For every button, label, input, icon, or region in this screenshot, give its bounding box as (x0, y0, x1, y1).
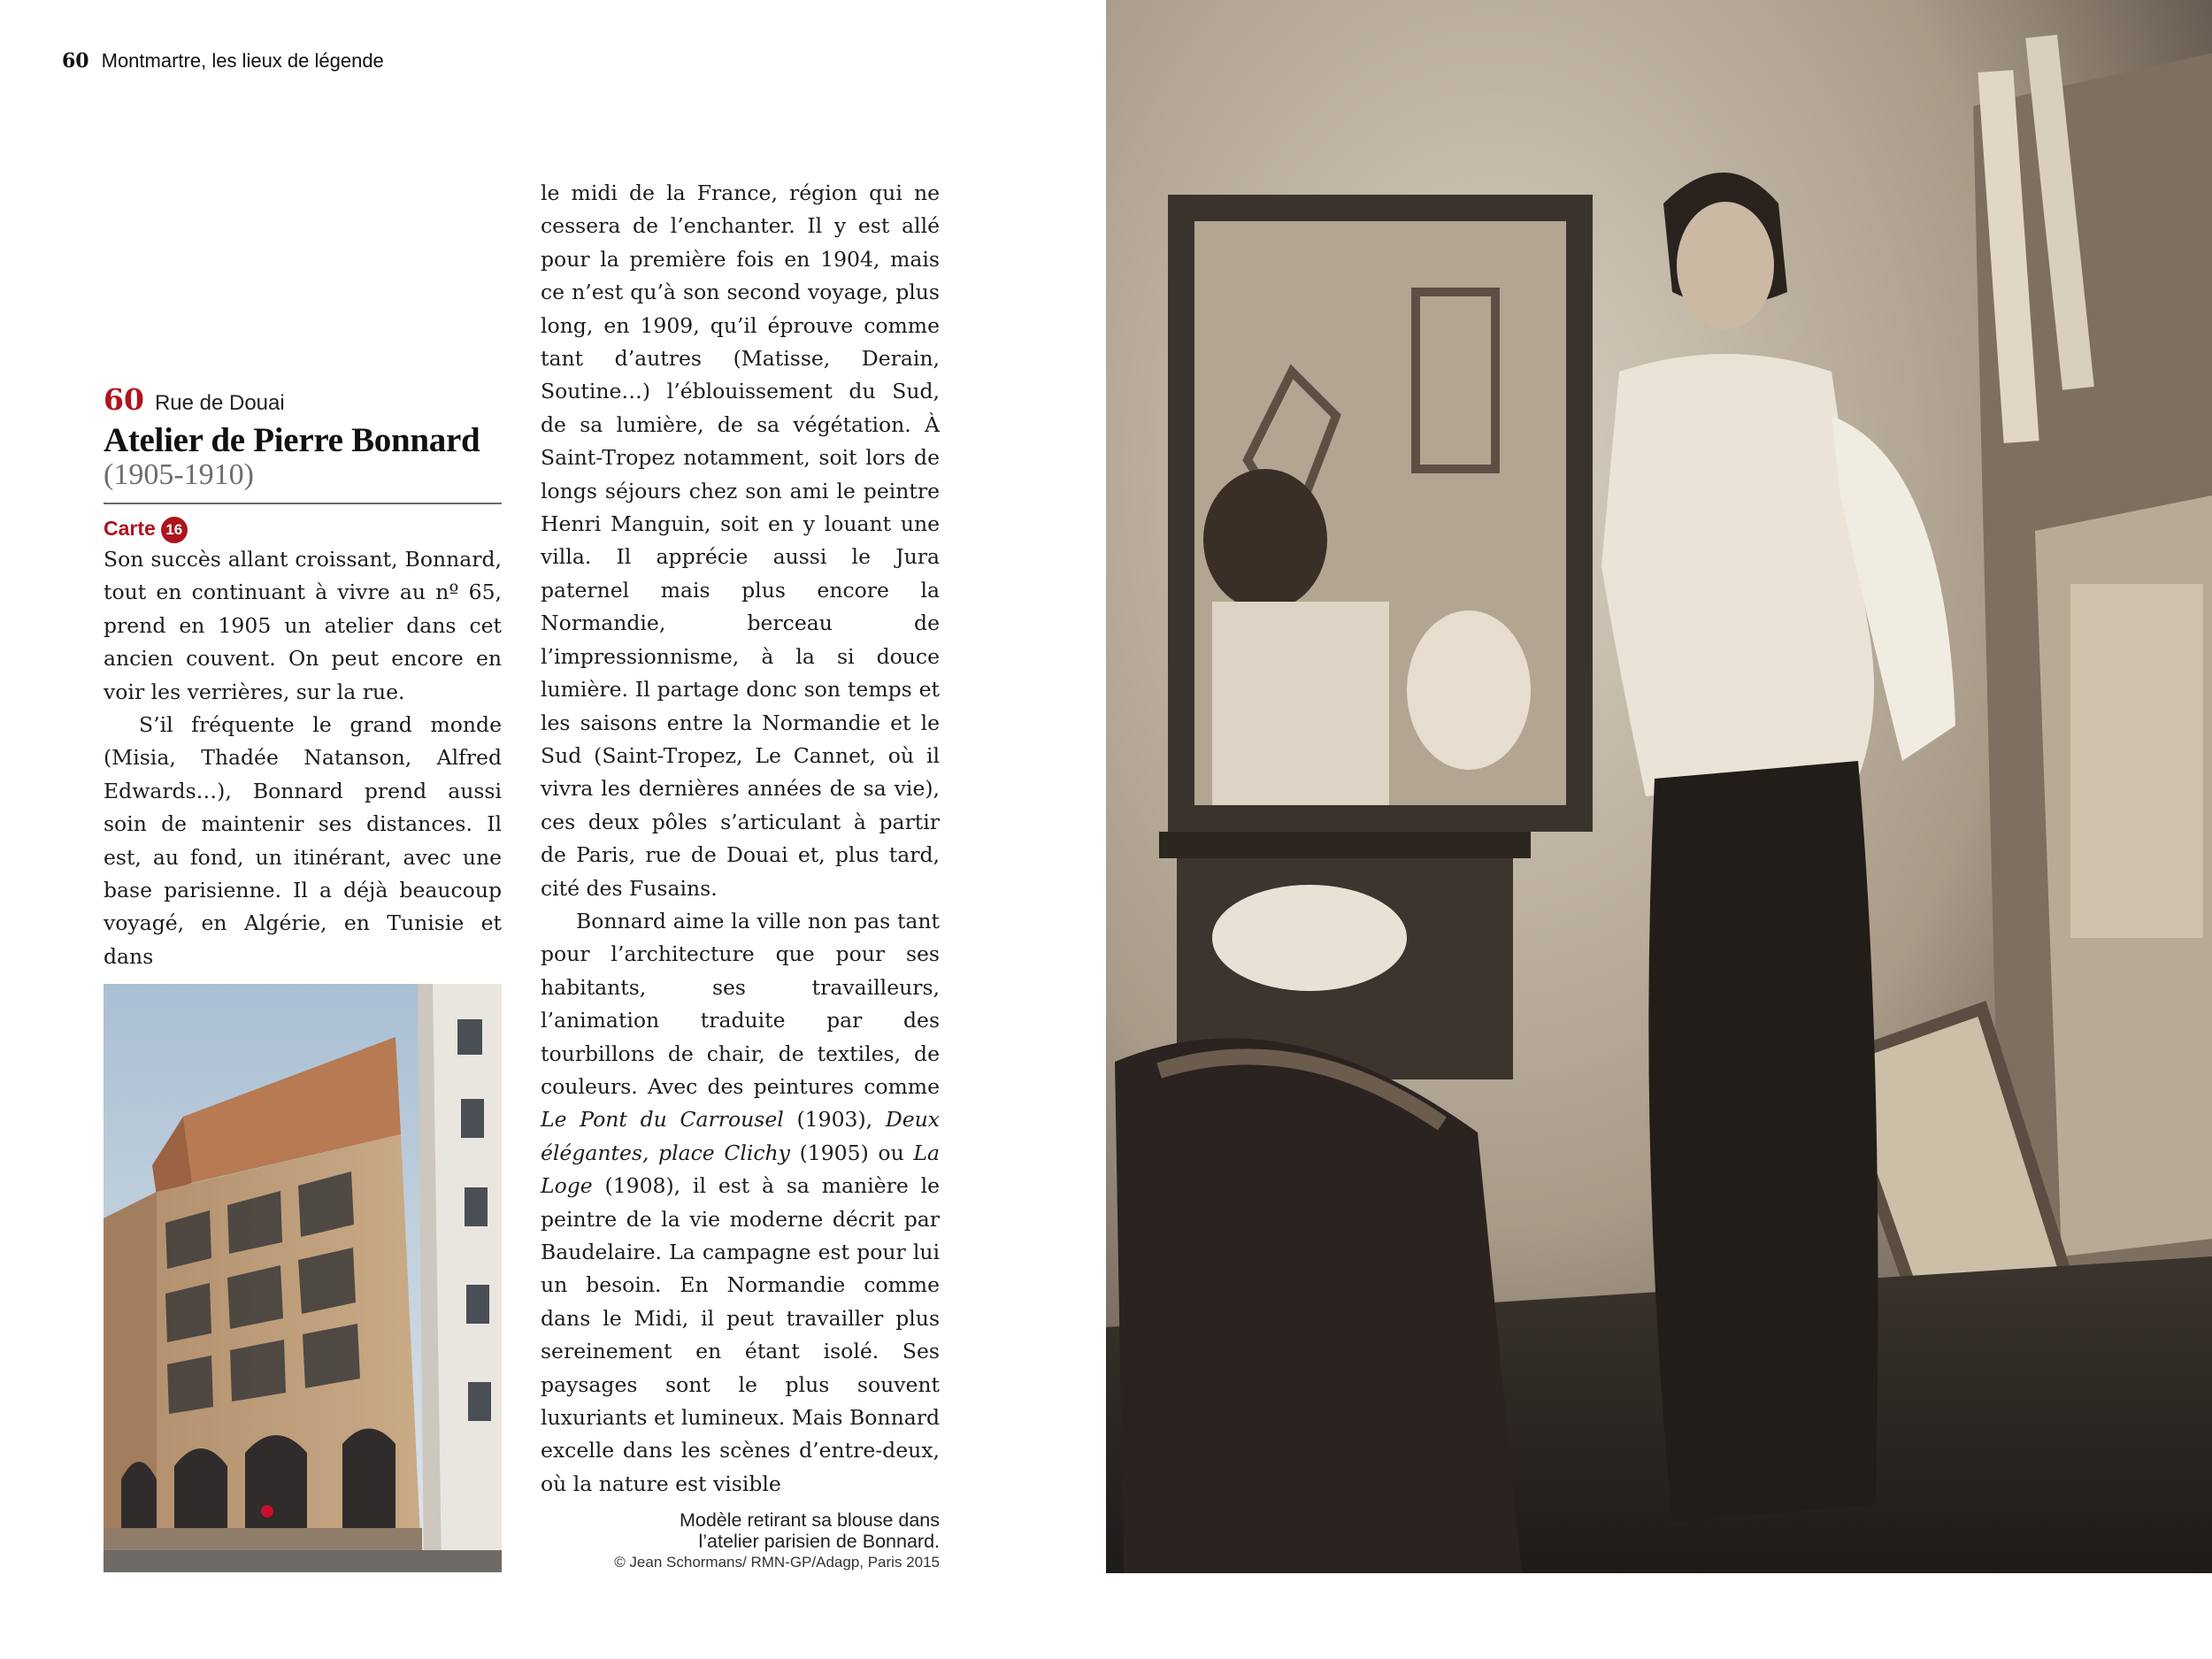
page-number: 60 (62, 50, 89, 73)
paragraph: S’il fréquente le grand monde (Misia, Thadée Natanson, Alfred Edwards…), Bonnard prend aussi soin de maintenir ses distances. Il est, au fond, un itinérant, avec une base parisienne. Il a déjà beaucoup voyagé, en Algérie, en Tunisie et dans (104, 712, 502, 969)
section-title: Montmartre, les lieux de légende (101, 50, 384, 72)
heading-rule (104, 503, 502, 504)
artwork-title: Deux élégantes, place Clichy (541, 1107, 940, 1165)
artwork-title: Le Pont du Carrousel (541, 1107, 784, 1133)
photo-caption (568, 1509, 940, 1573)
studio-photograph (1106, 0, 2212, 1573)
map-number-badge: 16 (161, 517, 188, 543)
entry-title: Atelier de Pierre Bonnard (104, 421, 480, 459)
artwork-title: La Loge (541, 1140, 940, 1199)
building-photo (104, 984, 502, 1572)
paragraph: le midi de la France, région qui ne cessera de l’enchanter. Il y est allé pour la première fois en 1904, mais ce n’est qu’à son second voyage, plus long, en 1909, qu’il éprouve comme tant d’autres (Matisse, Derain, Soutine…) l’éblouissement du Sud, de sa lumière, de sa végétation. À Saint-Tropez notamment, soit lors de longs séjours chez son ami le peintre Henri Manguin, soit en y louant une villa. Il apprécie aussi le Jura paternel mais plus encore la Normandie, berceau de l’impressionnisme, à la si douce lumière. Il partage donc son temps et les saisons entre la Normandie et le Sud (Saint-Tropez, Le Cannet, où il vivra les dernières années de sa vie), ces deux pôles s’articulant à partir de Paris, rue de Douai et, plus tard, cité des Fusains. (541, 180, 940, 901)
caption-line: Modèle retirant sa blouse dans (679, 1509, 940, 1531)
text-run: Bonnard aime la ville non pas tant pour l’architecture que pour ses habitants, ses travailleurs, l’animation traduite par des tourbillons de chair, de textiles, de couleurs. Avec des peintures comme (541, 908, 940, 1099)
photo-credit: © Jean Schormans/ RMN-GP/Adagp, Paris 2015 (614, 1554, 940, 1571)
entry-dates: (1905-1910) (104, 458, 254, 491)
map-reference (104, 517, 502, 543)
entry-number: 60 (104, 382, 144, 417)
text-run: (1903), (783, 1107, 886, 1133)
caption-line: l’atelier parisien de Bonnard. (698, 1531, 940, 1552)
entry-heading (104, 382, 502, 543)
body-column-1 (104, 543, 502, 973)
map-label: Carte (104, 517, 156, 541)
paragraph: Son succès allant croissant, Bonnard, tout en continuant à vivre au nº 65, prend en 1905 un atelier dans cet ancien couvent. On peut encore en voir les verrières, sur la rue. (104, 547, 502, 704)
entry-street: Rue de Douai (154, 391, 285, 415)
running-head (62, 50, 384, 73)
studio-photograph-illustration (1106, 0, 2212, 1573)
body-column-2 (541, 177, 940, 1501)
building-photo-illustration (104, 984, 502, 1572)
text-run: (1908), il est à sa manière le peintre de la vie moderne décrit par Baudelaire. La campagne est pour lui un besoin. En Normandie comme dans le Midi, il peut travailler plus sereinement en étant isolé. Ses paysages sont le plus souvent luxuriants et lumineux. Mais Bonnard excelle dans les scènes d’entre-deux, où la nature est visible (541, 1173, 940, 1496)
text-run: (1905) ou (789, 1140, 914, 1165)
paragraph (541, 905, 940, 1501)
